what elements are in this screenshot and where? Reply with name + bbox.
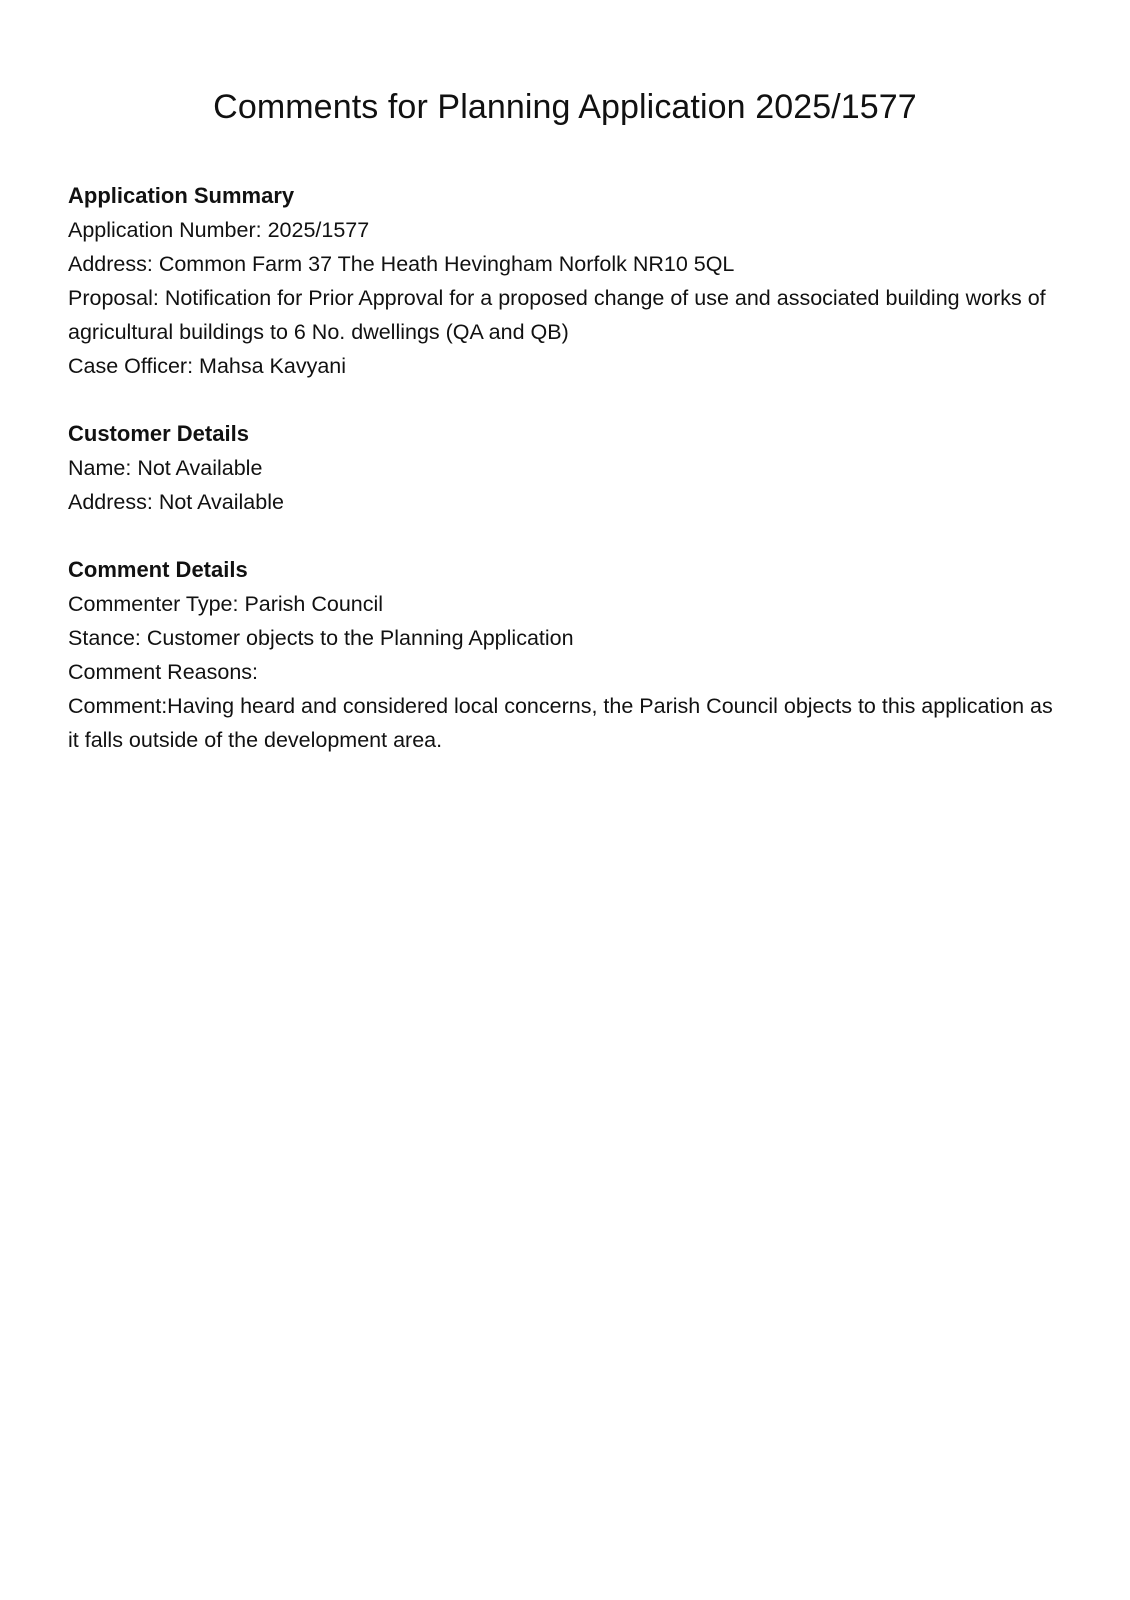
- case-officer-value: Mahsa Kavyani: [199, 354, 347, 378]
- stance-label: Stance:: [68, 626, 147, 650]
- comment-text-line: [68, 689, 1058, 757]
- application-address-line: [68, 247, 1058, 281]
- commenter-type-line: [68, 587, 1058, 621]
- customer-details-heading: Customer Details: [68, 421, 249, 446]
- customer-name-line: [68, 451, 1058, 485]
- application-address-label: Address:: [68, 252, 159, 276]
- application-number-line: [68, 213, 1058, 247]
- document-content: [68, 179, 1058, 791]
- customer-details-section: [68, 417, 1058, 519]
- comment-value: Having heard and considered local concerns, the Parish Council objects to this application as it falls outside of the development area.: [68, 694, 1053, 752]
- customer-name-label: Name:: [68, 456, 138, 480]
- application-summary-heading: Application Summary: [68, 183, 295, 208]
- application-number-value: 2025/1577: [267, 218, 370, 242]
- customer-address-line: [68, 485, 1058, 519]
- proposal-label: Proposal:: [68, 286, 165, 310]
- customer-name-value: Not Available: [137, 456, 263, 480]
- comment-reasons-label: Comment Reasons:: [68, 660, 258, 684]
- customer-address-label: Address:: [68, 490, 159, 514]
- customer-address-value: Not Available: [158, 490, 284, 514]
- comment-label: Comment:: [68, 694, 168, 718]
- application-address-value: Common Farm 37 The Heath Hevingham Norfolk NR10 5QL: [158, 252, 735, 276]
- comment-details-heading: Comment Details: [68, 557, 248, 582]
- case-officer-line: [68, 349, 1058, 383]
- comment-reasons-line: [68, 655, 1058, 689]
- stance-line: [68, 621, 1058, 655]
- proposal-line: [68, 281, 1058, 349]
- comment-details-section: [68, 553, 1058, 757]
- proposal-value: Notification for Prior Approval for a proposed change of use and associated building works of agricultural buildings to 6 No. dwellings (QA and QB): [68, 286, 1046, 344]
- page-title: Comments for Planning Application 2025/1577: [213, 88, 917, 126]
- case-officer-label: Case Officer:: [68, 354, 200, 378]
- commenter-type-value: Parish Council: [244, 592, 384, 616]
- application-summary-section: [68, 179, 1058, 383]
- commenter-type-label: Commenter Type:: [68, 592, 245, 616]
- application-number-label: Application Number:: [68, 218, 268, 242]
- stance-value: Customer objects to the Planning Application: [146, 626, 574, 650]
